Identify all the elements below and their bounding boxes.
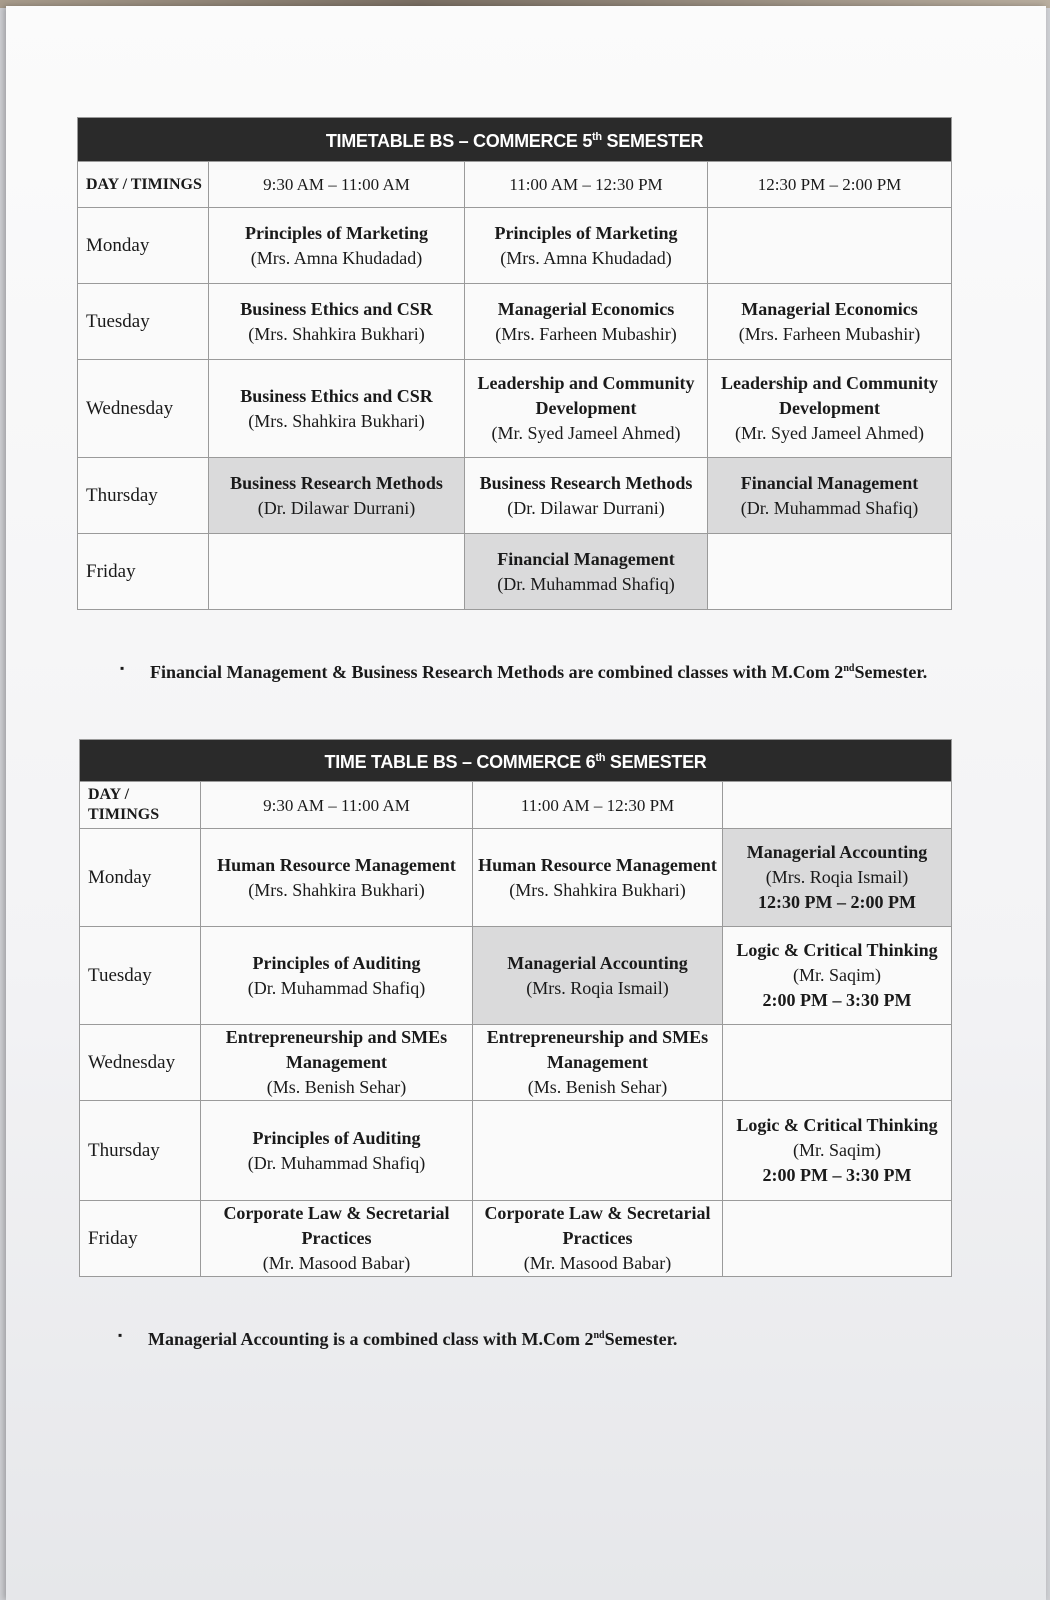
course-name: Entrepreneurship and SMEs Management xyxy=(225,1027,448,1072)
teacher-name: (Dr. Dilawar Durrani) xyxy=(507,497,665,518)
course-name: Logic & Critical Thinking xyxy=(736,940,938,960)
course-name: Financial Management xyxy=(497,548,675,569)
empty-cell xyxy=(723,1025,952,1101)
course-name: Logic & Critical Thinking xyxy=(736,1115,938,1135)
table-row xyxy=(78,284,952,360)
teacher-name: (Mr. Syed Jameel Ahmed) xyxy=(491,423,681,443)
class-cell xyxy=(209,284,465,360)
empty-cell xyxy=(708,534,952,610)
class-cell xyxy=(473,927,723,1025)
time-slot-header: 9:30 AM – 11:00 AM xyxy=(209,162,465,208)
teacher-name: (Mr. Syed Jameel Ahmed) xyxy=(735,423,924,443)
class-cell xyxy=(723,1101,952,1201)
course-name: Business Research Methods xyxy=(479,472,693,493)
day-cell: Monday xyxy=(78,208,209,284)
teacher-name: (Ms. Benish Sehar) xyxy=(527,1077,668,1097)
table-row xyxy=(78,208,952,284)
course-name: Business Ethics and CSR xyxy=(240,385,433,406)
table-row xyxy=(78,360,952,458)
table-title: TIMETABLE BS – COMMERCE 5th SEMESTER xyxy=(78,118,952,162)
course-name: Human Resource Management xyxy=(217,854,456,875)
teacher-name: (Mrs. Roqia Ismail) xyxy=(765,867,909,887)
teacher-name: (Mr. Masood Babar) xyxy=(262,1253,411,1273)
course-name: Corporate Law & Secretarial Practices xyxy=(223,1203,450,1248)
day-cell: Monday xyxy=(80,829,201,927)
course-name: Financial Management xyxy=(740,472,919,493)
table-row xyxy=(80,1025,952,1101)
class-cell xyxy=(465,360,708,458)
teacher-name: (Mrs. Amna Khudadad) xyxy=(500,247,672,268)
class-time: 2:00 PM – 3:30 PM xyxy=(762,1165,912,1185)
time-slot-header: 11:00 AM – 12:30 PM xyxy=(465,162,708,208)
class-cell xyxy=(708,458,952,534)
class-cell xyxy=(201,1201,473,1277)
combined-classes-note: ▪ Financial Management & Business Research Methods are combined classes with M.Com 2ndSemester. xyxy=(120,656,960,685)
class-cell xyxy=(723,927,952,1025)
combined-class-note: ▪ Managerial Accounting is a combined class with M.Com 2ndSemester. xyxy=(118,1323,958,1352)
teacher-name: (Ms. Benish Sehar) xyxy=(266,1077,407,1097)
course-name: Managerial Accounting xyxy=(507,952,688,973)
table-row xyxy=(78,458,952,534)
day-cell: Thursday xyxy=(80,1101,201,1201)
course-name: Human Resource Management xyxy=(478,854,717,875)
class-cell xyxy=(465,284,708,360)
empty-cell xyxy=(209,534,465,610)
teacher-name: (Mr. Masood Babar) xyxy=(523,1253,672,1273)
class-time: 2:00 PM – 3:30 PM xyxy=(762,990,912,1010)
class-cell xyxy=(473,829,723,927)
course-name: Managerial Accounting xyxy=(746,842,928,862)
course-name: Business Ethics and CSR xyxy=(240,298,433,319)
table-row xyxy=(80,1201,952,1277)
time-slot-header: 12:30 PM – 2:00 PM xyxy=(708,162,952,208)
teacher-name: (Dr. Muhammad Shafiq) xyxy=(247,1152,426,1173)
teacher-name: (Mrs. Shahkira Bukhari) xyxy=(509,879,686,900)
teacher-name: (Mrs. Roqia Ismail) xyxy=(526,977,669,998)
teacher-name: (Mr. Saqim) xyxy=(793,1140,881,1160)
day-cell: Friday xyxy=(78,534,209,610)
class-cell xyxy=(708,284,952,360)
class-cell xyxy=(465,208,708,284)
class-cell xyxy=(708,360,952,458)
day-cell: Friday xyxy=(80,1201,201,1277)
table-row xyxy=(80,829,952,927)
class-cell xyxy=(723,829,952,927)
bullet-icon: ▪ xyxy=(120,661,125,675)
teacher-name: (Mr. Saqim) xyxy=(793,965,881,985)
teacher-name: (Mrs. Farheen Mubashir) xyxy=(738,323,921,344)
class-cell xyxy=(201,1101,473,1201)
class-cell xyxy=(473,1025,723,1101)
teacher-name: (Mrs. Shahkira Bukhari) xyxy=(248,410,425,431)
day-cell: Thursday xyxy=(78,458,209,534)
teacher-name: (Mrs. Amna Khudadad) xyxy=(250,247,423,268)
table-row xyxy=(78,534,952,610)
course-name: Principles of Marketing xyxy=(494,222,678,243)
timetable-5th-semester xyxy=(77,117,952,610)
empty-cell xyxy=(708,208,952,284)
class-cell xyxy=(465,458,708,534)
class-cell xyxy=(465,534,708,610)
course-name: Managerial Economics xyxy=(497,298,675,319)
teacher-name: (Dr. Muhammad Shafiq) xyxy=(740,497,919,518)
class-time: 12:30 PM – 2:00 PM xyxy=(758,892,916,912)
table-row xyxy=(80,927,952,1025)
teacher-name: (Mrs. Shahkira Bukhari) xyxy=(248,879,425,900)
class-cell xyxy=(209,360,465,458)
timetable-6th-semester xyxy=(79,739,952,1277)
teacher-name: (Mrs. Shahkira Bukhari) xyxy=(248,323,425,344)
day-cell: Wednesday xyxy=(78,360,209,458)
teacher-name: (Dr. Dilawar Durrani) xyxy=(257,497,416,518)
course-name: Principles of Marketing xyxy=(245,222,428,243)
teacher-name: (Mrs. Farheen Mubashir) xyxy=(495,323,677,344)
course-name: Managerial Economics xyxy=(741,298,918,319)
day-cell: Wednesday xyxy=(80,1025,201,1101)
paper-sheet xyxy=(6,6,1046,1600)
table-title: TIME TABLE BS – COMMERCE 6th SEMESTER xyxy=(80,740,952,782)
empty-cell xyxy=(723,1201,952,1277)
course-name: Business Research Methods xyxy=(230,472,443,493)
day-cell: Tuesday xyxy=(78,284,209,360)
teacher-name: (Dr. Muhammad Shafiq) xyxy=(247,977,426,998)
time-slot-header: 11:00 AM – 12:30 PM xyxy=(473,782,723,829)
course-name: Leadership and Community Development xyxy=(477,373,695,418)
table-row xyxy=(80,1101,952,1201)
class-cell xyxy=(201,927,473,1025)
day-timings-header: DAY / TIMINGS xyxy=(78,162,209,208)
course-name: Principles of Auditing xyxy=(252,1127,421,1148)
course-name: Leadership and Community Development xyxy=(720,373,939,418)
time-slot-header xyxy=(723,782,952,829)
day-timings-header: DAY / TIMINGS xyxy=(80,782,201,829)
course-name: Principles of Auditing xyxy=(252,952,421,973)
teacher-name: (Dr. Muhammad Shafiq) xyxy=(497,573,675,594)
time-slot-header: 9:30 AM – 11:00 AM xyxy=(201,782,473,829)
class-cell xyxy=(209,458,465,534)
bullet-icon: ▪ xyxy=(118,1328,123,1342)
class-cell xyxy=(201,829,473,927)
course-name: Entrepreneurship and SMEs Management xyxy=(486,1027,709,1072)
class-cell xyxy=(201,1025,473,1101)
class-cell xyxy=(209,208,465,284)
course-name: Corporate Law & Secretarial Practices xyxy=(484,1203,711,1248)
day-cell: Tuesday xyxy=(80,927,201,1025)
empty-cell xyxy=(473,1101,723,1201)
class-cell xyxy=(473,1201,723,1277)
